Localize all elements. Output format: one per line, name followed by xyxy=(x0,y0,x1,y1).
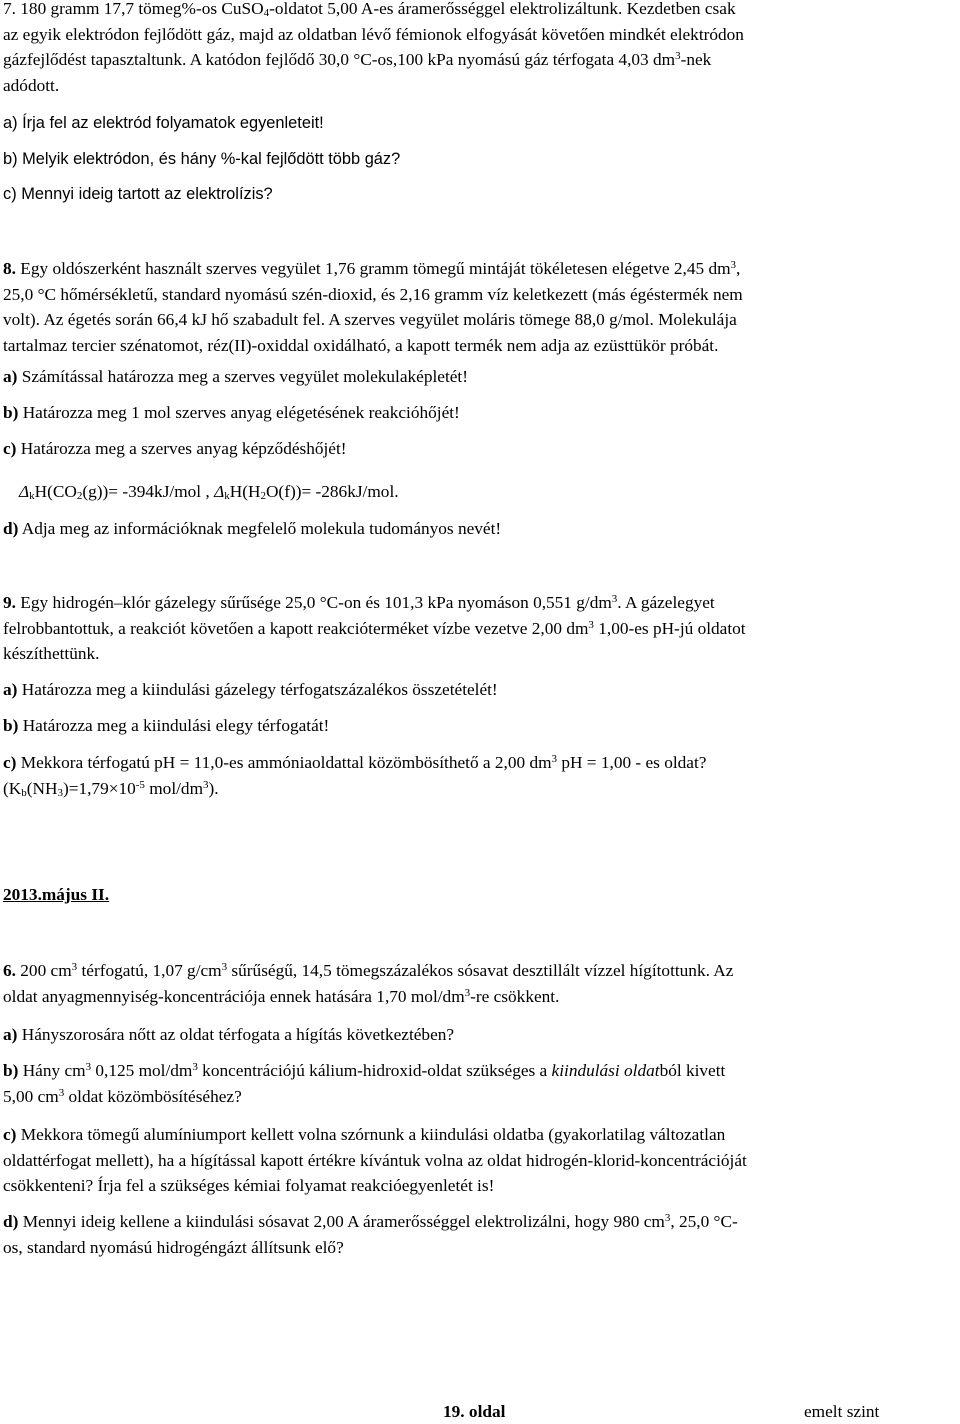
problem-6 xyxy=(3,958,733,1009)
problem-8-question-d: d) Adja meg az információknak megfelelő molekula tudományos nevét! xyxy=(3,519,502,538)
problem-9-question-c: c) Mekkora térfogatú pH = 11,0-es ammóniaoldattal közömbösíthető a 2,00 $dm^3$ pH = 1,00 - es oldat? ($K_b(NH_3)=1,79\times 10^{-5}$ mol/$dm^3$). xyxy=(3,753,707,799)
problem-6-question-c: c) Mekkora tömegű alumíniumport kellett volna szórnunk a kiindulási oldatba (gyakorlatilag változatlan oldattérfogat mellett), ha a hígítással kapott értékre kívántuk volna az oldat hidrogén-klorid-koncentrációját csökkenteni? Írja fel a szükséges kémiai folyamat reakcióegyenletét is! xyxy=(3,1125,747,1195)
problem-7-question-a: a) Írja fel az elektród folyamatok egyenleteit! xyxy=(3,114,324,132)
problem-8-formation-enthalpies: $\Delta_kH(CO_2(g))= -394kJ/mol$ , $\Delta_kH(H_2O(f))= -286kJ/mol$. xyxy=(19,482,399,502)
problem-6-question-b: b) Hány $cm^3$ 0,125 mol/$dm^3$ koncentrációjú kálium-hidroxid-oldat szükséges a kiindulási oldatból kivett 5,00 $cm^3$ oldat közömbösítéséhez? xyxy=(3,1061,726,1106)
exam-level: emelt szint xyxy=(804,1402,880,1421)
section-heading: 2013.május II. xyxy=(3,885,110,904)
problem-9-question-b: b) Határozza meg a kiindulási elegy térfogatát! xyxy=(3,716,330,735)
problem-7-question-c: c) Mennyi ideig tartott az elektrolízis? xyxy=(3,185,273,203)
problem-6-question-d: d) Mennyi ideig kellene a kiindulási sósavat 2,00 A áramerősséggel elektrolizálni, hogy 980 $cm^3$, 25,0 °C- os, standard nyomású hidrogéngázt állítsunk elő? xyxy=(3,1212,738,1257)
problem-8-question-a: a) Számítással határozza meg a szerves vegyület molekulaképletét! xyxy=(3,367,468,386)
problem-7-text: 7. 180 gramm 17,7 tömeg%-os CuSO$_4$-oldatot 5,00 A-es áramerősséggel elektrolizáltunk. Kezdetben csak az egyik elektródon fejlődött gáz, majd az oldatban lévő fémionok elfogyását követően mindkét elektródon gázfejlődést tapasztaltunk. A katódon fejlődő 30,0 °C-os,100 kPa nyomású gáz térfogata 4,03 $dm^3$-nek adódott. xyxy=(3,0,744,95)
problem-7-question-b: b) Melyik elektródon, és hány %-kal fejlődött több gáz? xyxy=(3,150,401,168)
problem-8 xyxy=(3,256,743,358)
problem-8-question-c: c) Határozza meg a szerves anyag képződéshőjét! xyxy=(3,439,347,458)
problem-6-text: 6. 200 $cm^3$ térfogatú, 1,07 $g/cm^3$ sűrűségű, 14,5 tömegszázalékos sósavat desztillált vízzel hígítottunk. Az oldat anyagmennyiség-koncentrációja ennek hatására 1,70 mol/$dm^3-re$ csökkent. xyxy=(3,961,734,1006)
problem-9-question-a: a) Határozza meg a kiindulási gázelegy térfogatszázalékos összetételét! xyxy=(3,680,498,699)
problem-8-question-b: b) Határozza meg 1 mol szerves anyag elégetésének reakcióhőjét! xyxy=(3,403,460,422)
problem-9-text: 9. Egy hidrogén–klór gázelegy sűrűsége 25,0 °C-on és 101,3 kPa nyomáson 0,551 $g/dm^3$. A gázelegyet felrobbantottuk, a reakciót követően a kapott reakcióterméket vízbe vezetve 2,00 $dm^3$ 1,00-es pH-jú oldatot készíthettünk. xyxy=(3,593,746,663)
problem-6-question-a: a) Hányszorosára nőtt az oldat térfogata a hígítás következtében? xyxy=(3,1025,455,1044)
problem-7 xyxy=(3,0,744,98)
page-number: 19. oldal xyxy=(443,1402,506,1421)
page-footer xyxy=(0,1402,960,1424)
problem-8-text: 8. Egy oldószerként használt szerves vegyület 1,76 gramm tömegű mintáját tökéletesen elégetve 2,45 $dm^3$, 25,0 °C hőmérsékletű, standard nyomású szén-dioxid, és 2,16 gramm víz keletkezett (más égéstermék nem volt). Az égetés során 66,4 kJ hő szabadult fel. A szerves vegyület moláris tömege 88,0 g/mol. Molekulája tartalmaz tercier szénatomot, réz(II)-oxiddal oxidálható, a kapott termék nem adja az ezüsttükör próbát. xyxy=(3,259,743,355)
problem-9 xyxy=(3,590,746,667)
